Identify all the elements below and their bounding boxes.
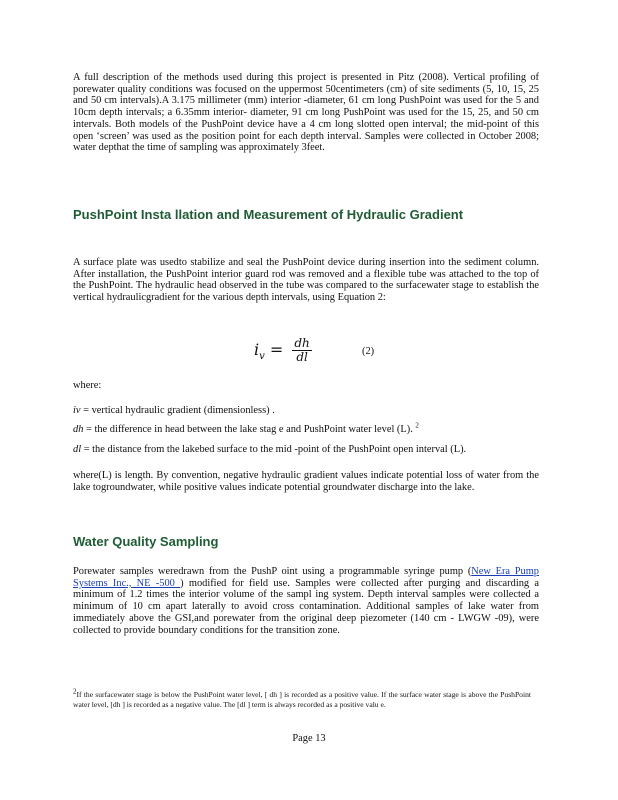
section-heading-water-quality: Water Quality Sampling bbox=[73, 534, 219, 549]
length-convention-paragraph: where(L) is length. By convention, negative hydraulic gradient values indicate potential loss of water from the lake togroundwater, while positive values indicate potential groundwater discharge into the lake. bbox=[73, 470, 539, 493]
definition-dh-text: = the difference in head between the lake stag e and PushPoint water level (L). bbox=[86, 424, 413, 435]
definition-iv bbox=[73, 405, 539, 417]
pump-link[interactable]: New Era Pump Systems Inc., NE -500 bbox=[73, 566, 539, 589]
intro-paragraph: A full description of the methods used during this project is presented in Pitz (2008). Vertical profiling of porewater quality conditions was focused on the uppermost 50centimeters (cm) of site sediments (5, 10, 15, 25 and 50 cm intervals).A 3.175 millimeter (mm) interior -diameter, 61 cm long PushPoint was used for the 5 and 10cm depth intervals; a 6.35mm interior- diameter, 91 cm long PushPoint was used for the 15, 25, and 50 cm intervals. Both models of the PushPoint device have a 4 cm long slotted open interval; the mid-point of this open ‘screen’ was used as the position point for each depth interval. Samples were collected in October 2008; water depthat the time of sampling was approximately 3feet. bbox=[73, 72, 539, 154]
footnote-text: If the surfacewater stage is below the PushPoint water level, [ dh ] is recorded as a positive value. If the surface water stage is above the PushPoint water level, [dh ] is recorded as a negative value. The [dl ] term is always recorded as a positive valu e. bbox=[73, 690, 531, 710]
equation-denominator: dl bbox=[296, 350, 308, 364]
pushpoint-paragraph: A surface plate was usedto stabilize and seal the PushPoint device during insertion into the sediment column. After installation, the PushPoint interior guard rod was removed and a flexible tube was attached to the top of the PushPoint. The hydraulic head observed in the tube was compared to the surfacewater stage to establish the vertical hydraulicgradient for the various depth intervals, using Equation 2: bbox=[73, 257, 539, 304]
equation-fraction bbox=[292, 337, 311, 364]
page-number: Page 13 bbox=[292, 733, 326, 744]
water-quality-text-start: Porewater samples weredrawn from the PushP oint using a programmable syringe pump ( bbox=[73, 566, 472, 577]
definition-dl-text: = the distance from the lakebed surface to the mid -point of the PushPoint open interval (L). bbox=[83, 444, 467, 455]
definition-dh bbox=[73, 421, 539, 436]
definition-dl-symbol: dl bbox=[73, 444, 82, 455]
footnote-reference: 2 bbox=[415, 421, 419, 430]
definition-iv-text: = vertical hydraulic gradient (dimensionless) . bbox=[83, 405, 275, 416]
equation-numerator: dh bbox=[294, 336, 310, 350]
section-heading-pushpoint: PushPoint Insta llation and Measurement of Hydraulic Gradient bbox=[73, 207, 464, 222]
water-quality-paragraph bbox=[73, 566, 539, 636]
footnote-marker: 2 bbox=[73, 687, 77, 696]
definition-iv-symbol: iv bbox=[73, 405, 81, 416]
equation-lhs: i bbox=[254, 340, 260, 359]
equation-2: $i_v$ = $\frac{dh}{dl}$ bbox=[254, 336, 310, 364]
definition-dl bbox=[73, 444, 539, 456]
footnote bbox=[73, 687, 531, 710]
water-quality-text-end: ) modified for field use. Samples were collected after purging and discarding a minimum of 1.2 times the interior volume of the sampl ing system. Depth interval samples were collected a minimum of 10 cm apart laterally to avoid cross contamination. Additional samples of lake water from immediately above the GSI,and porewater from the original deep piezometer (140 cm - LWGW -09), were collected to provide boundary conditions for the transition zone. bbox=[73, 577, 539, 636]
where-label: where: bbox=[73, 380, 102, 391]
definition-dh-symbol: dh bbox=[73, 424, 84, 435]
equation-number: (2) bbox=[362, 346, 375, 357]
equation-lhs-subscript: v bbox=[259, 351, 265, 363]
